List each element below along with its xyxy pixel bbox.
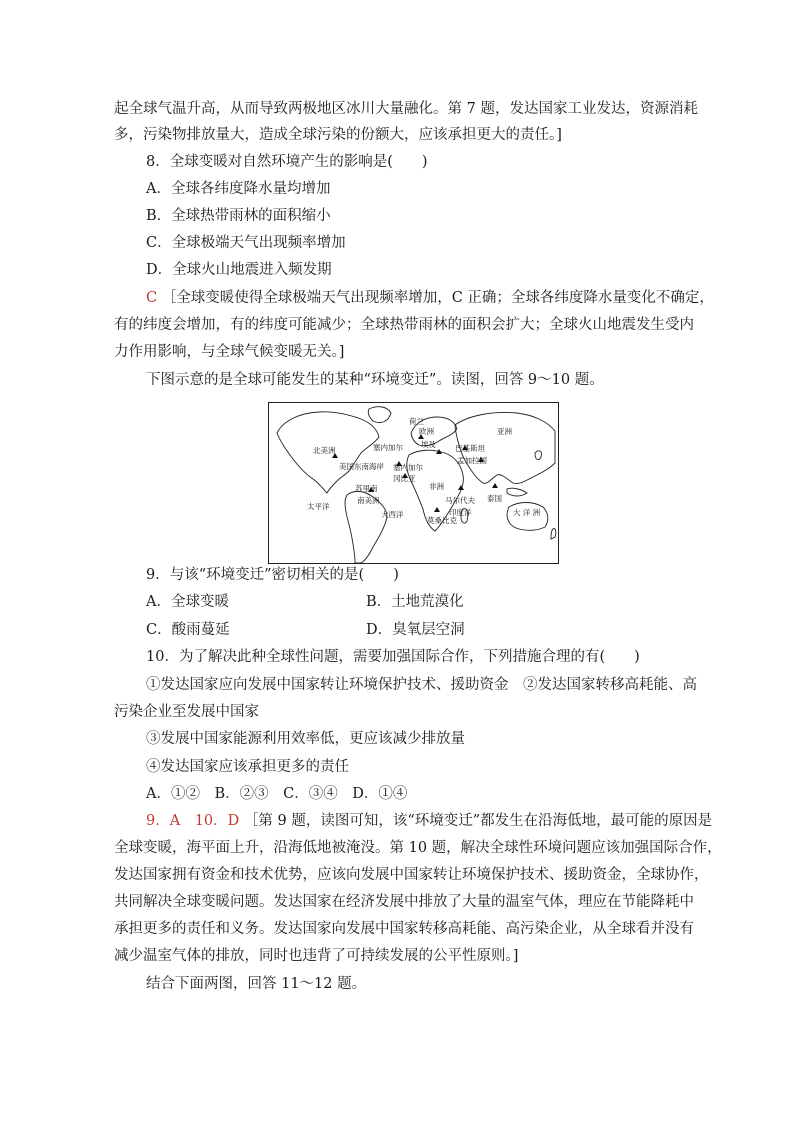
q10-item-line-4: ④发达国家应该承担更多的责任	[146, 759, 349, 775]
q10-item-line-2: 污染企业至发展中国家	[114, 704, 259, 720]
label-europe: 欧洲	[419, 427, 434, 436]
q8-answer-letter: C	[146, 290, 158, 306]
label-thailand: 泰国	[487, 494, 502, 503]
label-oceania: 大 洋 洲	[513, 508, 541, 517]
answers-9-10-label: 9．A 10．D	[146, 813, 240, 829]
q9-option-c: C．酸雨蔓延	[146, 622, 230, 638]
label-netherlands: 荷兰	[409, 417, 424, 426]
new-zealand-shape	[551, 528, 556, 539]
answers-9-10-line-2: 全球变暖，海平面上升，沿海低地被淹没。第 10 题，解决全球性环境问题应该加强国际合作，	[114, 840, 722, 856]
map-intro: 下图示意的是全球可能发生的某种“环境变迁”。读图，回答 9～10 题。	[146, 372, 604, 388]
world-map-figure	[268, 402, 559, 564]
label-maldives: 马尔代夫	[445, 496, 475, 505]
answers-9-10-text-1: ［第 9 题，读图可知，该“环境变迁”都发生在沿海低地，最可能的原因是	[243, 813, 713, 829]
question-8-stem: 8．全球变暖对自然环境产生的影响是( )	[146, 154, 428, 170]
q9-option-a: A．全球变暖	[146, 594, 229, 610]
q8-explanation-text-1: ［全球变暖使得全球极端天气出现频率增加，C 正确；全球各纬度降水量变化不确定，	[161, 290, 714, 306]
answers-9-10-line-6: 减少温室气体的排放，同时也违背了可持续发展的公平性原则。]	[114, 948, 519, 964]
label-pacific: 太平洋	[307, 502, 330, 511]
label-suriname: 苏里南	[355, 484, 378, 493]
continent-outlines	[277, 407, 556, 563]
answers-9-10-line-5: 承担更多的责任和义务。发达国家向发展中国家转移高耗能、高污染企业，从全球看并没有	[114, 921, 694, 937]
intro-line-1: 起全球气温升高，从而导致两极地区冰川大量融化。第 7 题，发达国家工业发达，资源消耗	[114, 101, 698, 117]
q9-option-d: D．臭氧层空洞	[366, 622, 465, 638]
q10-item-line-1: ①发达国家应向发展中国家转让环境保护技术、援助资金 ②发达国家转移高耗能、高	[146, 677, 697, 693]
answers-9-10-line-3: 发达国家拥有资金和技术优势，应该向发展中国家转让环境保护技术、援助资金，全球协作，	[114, 867, 709, 883]
greenland-shape	[368, 407, 391, 423]
q8-option-b: B．全球热带雨林的面积缩小	[146, 208, 331, 224]
answers-9-10-line-4: 共同解决全球变暖问题。发达国家在经济发展中排放了大量的温室气体，理应在节能降耗中	[114, 894, 694, 910]
label-senegal: 塞内加尔	[373, 443, 403, 452]
label-north-america: 北美洲	[313, 446, 336, 455]
marker-maldives	[458, 485, 464, 490]
intro-line-2: 多，污染物排放量大，造成全球污染的份额大，应该承担更大的责任。]	[114, 127, 562, 143]
q9-option-b: B．土地荒漠化	[366, 594, 464, 610]
label-gambia: 冈比亚	[393, 474, 416, 483]
q8-explanation-line-2: 有的纬度会增加，有的纬度可能减少；全球热带雨林的面积会扩大；全球火山地震发生受内	[114, 317, 694, 333]
label-mozambique: 莫桑比克	[427, 516, 457, 525]
label-indian-ocean: 印度洋	[449, 508, 472, 517]
southeast-asia-islands	[507, 488, 527, 496]
label-senegal-2: 塞内加尔	[393, 463, 423, 472]
q8-option-a: A．全球各纬度降水量均增加	[146, 181, 331, 197]
label-bangladesh: 孟加拉国	[457, 456, 487, 465]
label-us-east-coast: 美国东南海岸	[339, 462, 384, 471]
answers-9-10-line-1	[146, 811, 712, 831]
q8-option-c: C．全球极端天气出现频率增加	[146, 235, 346, 251]
world-map-svg	[269, 403, 558, 563]
map-labels	[307, 416, 541, 525]
question-10-stem: 10．为了解决此种全球性问题，需要加强国际合作，下列措施合理的有( )	[146, 649, 640, 665]
q10-options: A．①② B．②③ C．③④ D．①④	[146, 786, 408, 802]
q8-option-d: D．全球火山地震进入频发期	[146, 262, 332, 278]
label-atlantic: 大西洋	[381, 510, 404, 519]
japan-shape	[535, 451, 542, 460]
question-9-stem: 9．与该“环境变迁”密切相关的是( )	[146, 567, 399, 583]
label-pakistan: 巴基斯坦	[455, 444, 485, 453]
q8-explanation-line-1	[146, 288, 714, 308]
marker-mozambique	[434, 507, 440, 512]
label-egypt: 埃及	[421, 440, 436, 449]
marker-thailand	[492, 483, 498, 488]
q10-item-line-3: ③发展中国家能源利用效率低，更应该减少排放量	[146, 731, 465, 747]
label-south-america: 南美洲	[357, 496, 380, 505]
label-africa: 非洲	[429, 482, 444, 491]
label-asia: 亚洲	[497, 427, 512, 436]
q8-explanation-line-3: 力作用影响，与全球气候变暖无关。]	[114, 344, 345, 360]
next-questions-intro: 结合下面两图，回答 11～12 题。	[146, 976, 367, 992]
